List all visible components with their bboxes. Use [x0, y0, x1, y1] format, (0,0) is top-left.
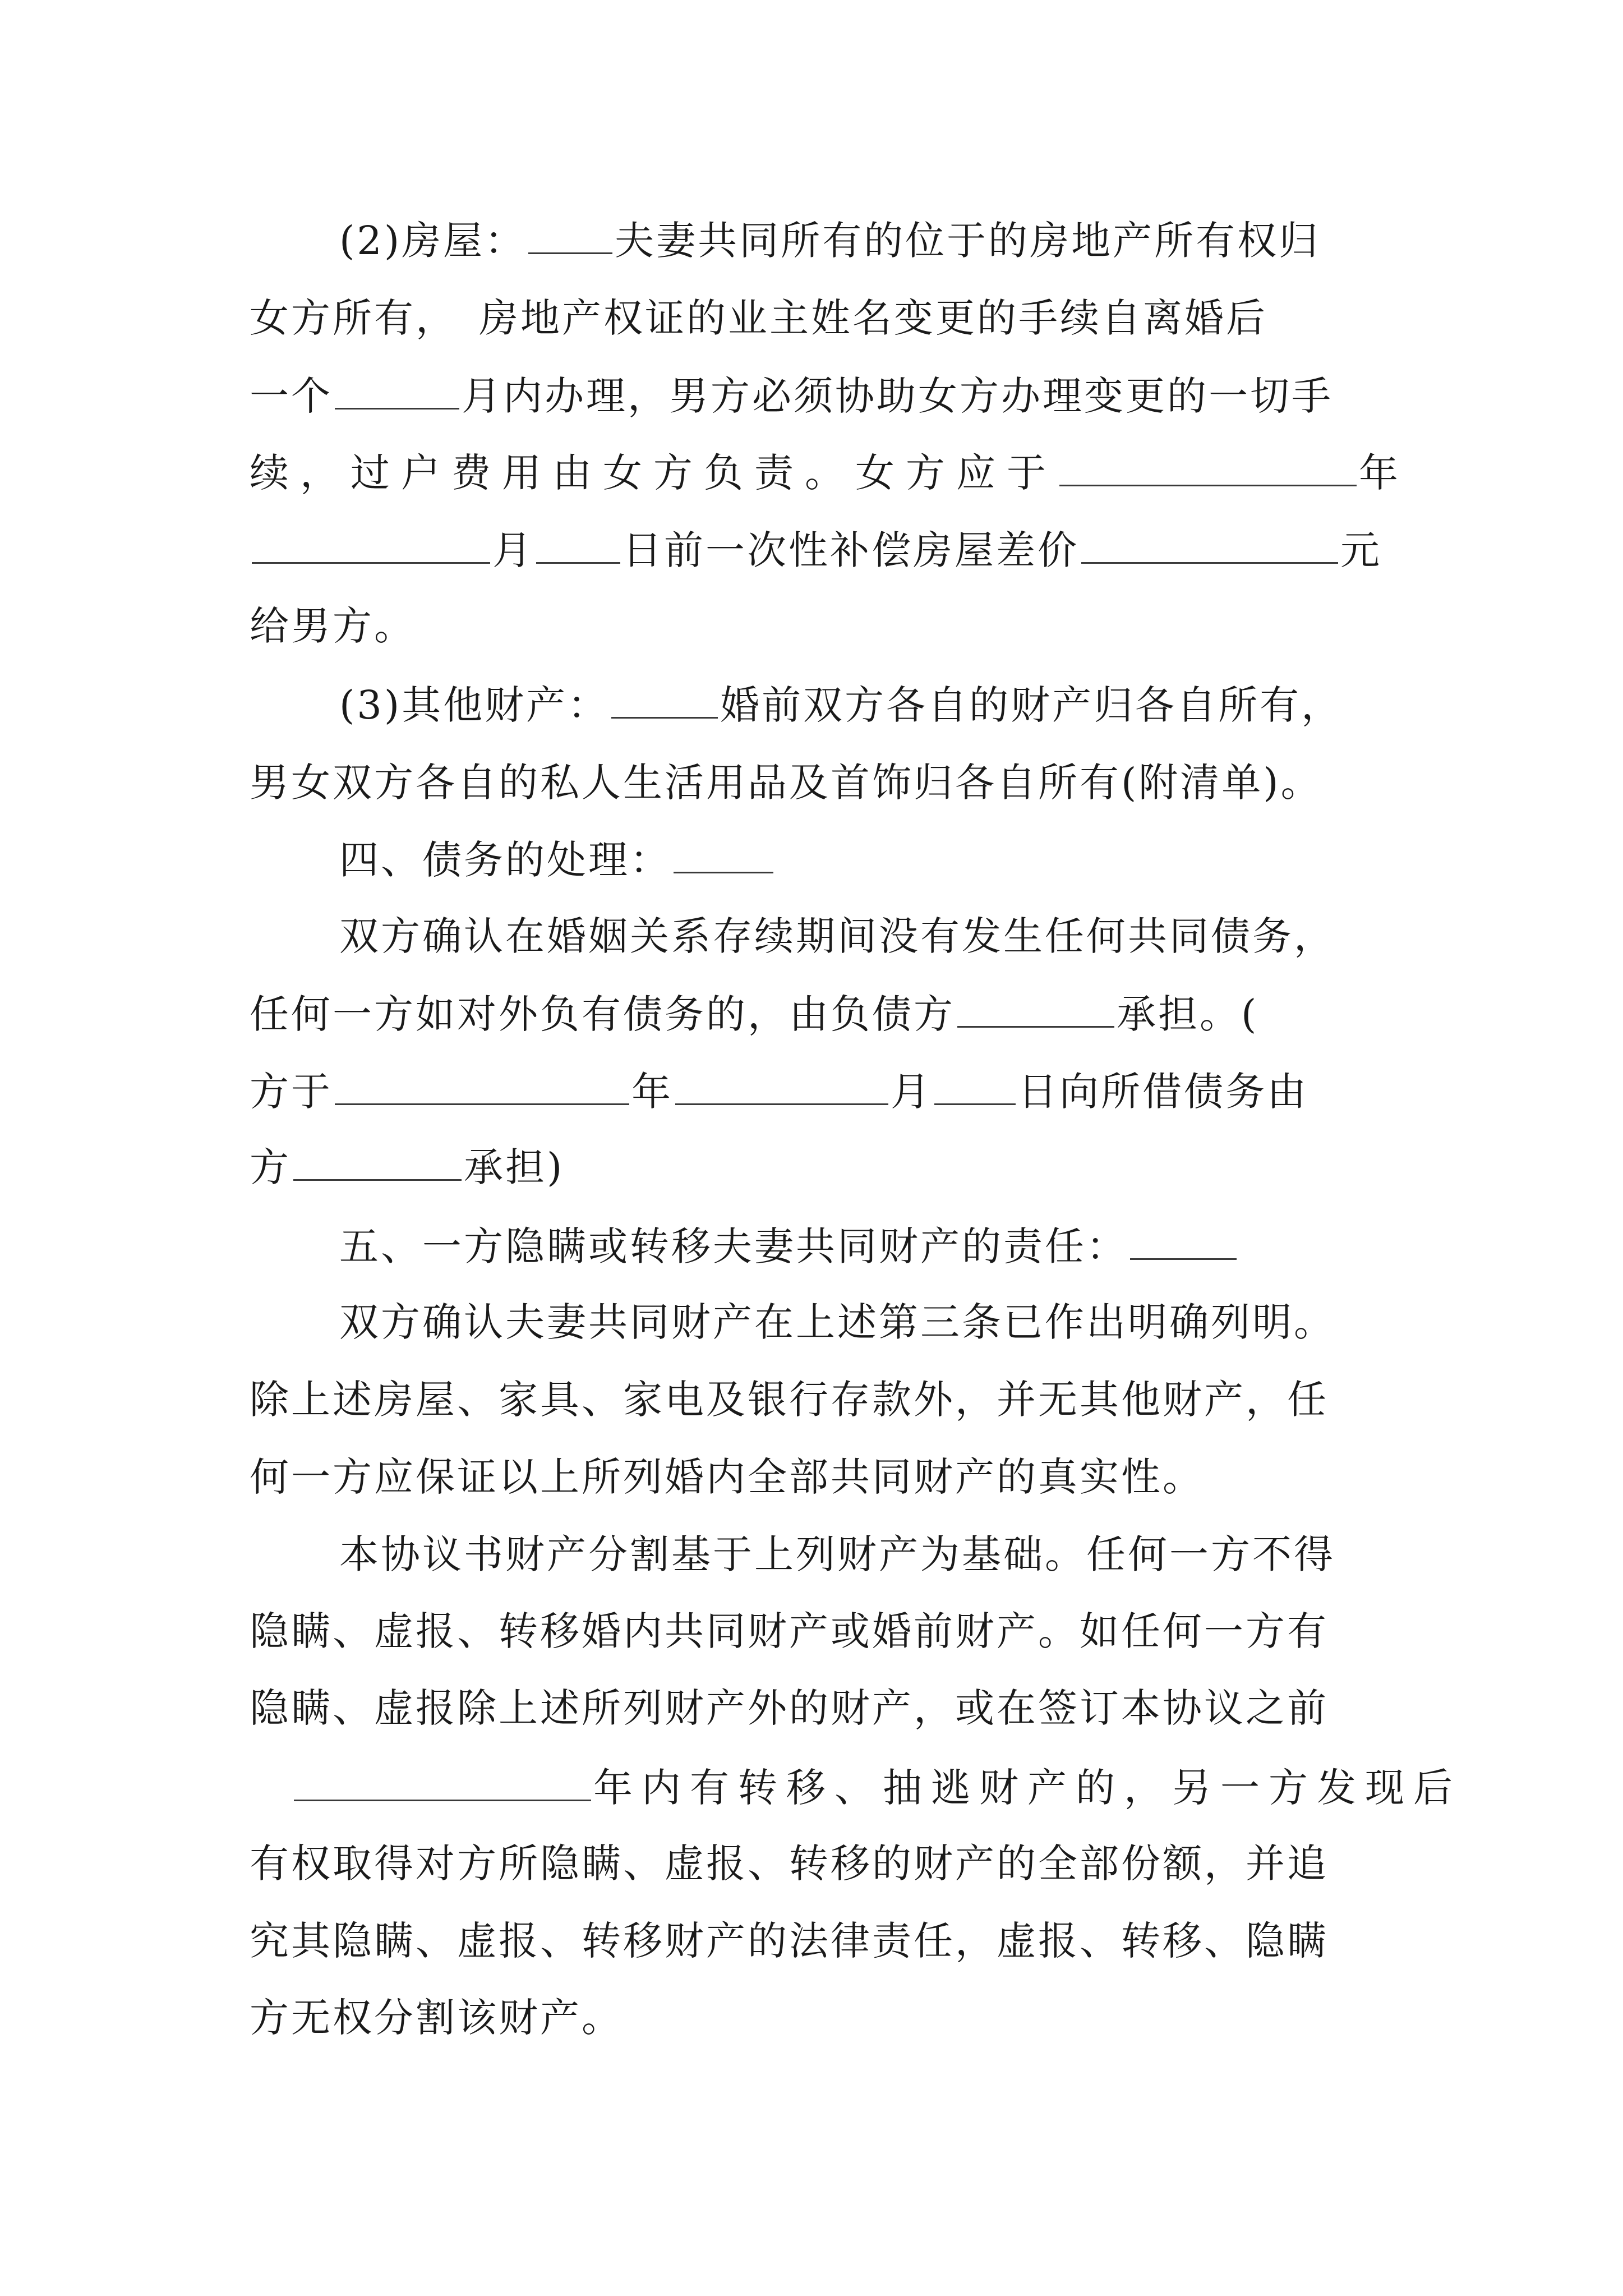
- text-span: 四、债务的处理：: [339, 837, 671, 883]
- text-line: [250, 991, 1259, 1037]
- blank-field[interactable]: [674, 839, 773, 873]
- text-line: 双方确认在婚姻关系存续期间没有发生任何共同债务，: [339, 913, 1335, 959]
- section-heading-concealment: [339, 1223, 1239, 1269]
- blank-field[interactable]: [675, 1071, 888, 1105]
- blank-field[interactable]: [934, 1071, 1016, 1105]
- blank-field[interactable]: [252, 530, 490, 564]
- text-span: 方: [250, 1144, 291, 1190]
- text-line: [292, 1765, 1461, 1811]
- text-line: 有权取得对方所隐瞒、虚报、转移的财产的全部份额，并追: [250, 1841, 1329, 1887]
- text-line: 究其隐瞒、虚报、转移财产的法律责任，虚报、转移、隐瞒: [250, 1918, 1329, 1964]
- text-span: 五、一方隐瞒或转移夫妻共同财产的责任：: [339, 1223, 1128, 1269]
- text-line: [250, 450, 1409, 496]
- text-span: 月内办理，男方必须协助女方办理变更的一切手: [462, 373, 1333, 419]
- text-span: 一个: [250, 373, 333, 419]
- text-line: 隐瞒、虚报除上述所列财产外的财产，或在签订本协议之前: [250, 1685, 1329, 1731]
- blank-field[interactable]: [335, 1071, 629, 1105]
- house-clause-label: (2)房屋：: [339, 218, 527, 264]
- blank-field[interactable]: [1081, 530, 1338, 564]
- blank-field[interactable]: [1130, 1226, 1237, 1260]
- text-span: 续，过户费用由女方负责。女方应于: [250, 450, 1057, 496]
- text-span: 方于: [250, 1069, 333, 1115]
- text-line: [250, 527, 1382, 573]
- blank-field[interactable]: [1059, 452, 1357, 486]
- text-line: 除上述房屋、家具、家电及银行存款外，并无其他财产，任: [250, 1377, 1329, 1423]
- text-line: 隐瞒、虚报、转移婚内共同财产或婚前财产。如任何一方有: [250, 1608, 1329, 1654]
- text-span: 任何一方如对外负有债务的，由负债方: [250, 991, 955, 1037]
- text-span: 日向所借债务由: [1018, 1069, 1308, 1115]
- blank-field[interactable]: [293, 1147, 462, 1181]
- text-line: 双方确认夫妻共同财产在上述第三条已作出明确列明。: [339, 1299, 1335, 1345]
- blank-field[interactable]: [528, 220, 612, 254]
- text-span: (3)其他财产：: [339, 682, 610, 728]
- text-line: 给男方。: [250, 603, 416, 649]
- blank-field[interactable]: [957, 993, 1114, 1028]
- text-span: 月: [891, 1069, 932, 1115]
- text-span: 承担。(: [1117, 991, 1259, 1037]
- text-span: 日前一次性补偿房屋差价: [623, 527, 1079, 573]
- text-line: 何一方应保证以上所列婚内全部共同财产的真实性。: [250, 1454, 1204, 1500]
- house-clause-text: 夫妻共同所有的位于的房地产所有权归: [615, 218, 1321, 264]
- text-line: [250, 1069, 1308, 1115]
- text-span: 年内有转移、抽逃财产的，另一方发现后: [593, 1765, 1461, 1811]
- text-span: 元: [1340, 527, 1382, 573]
- text-line: 男女双方各自的私人生活用品及首饰归各自所有(附清单)。: [250, 760, 1322, 806]
- blank-field[interactable]: [536, 530, 620, 564]
- text-line: 女方所有， 房地产权证的业主姓名变更的手续自离婚后: [250, 295, 1267, 341]
- text-line: [250, 1144, 565, 1190]
- text-span: 承担): [464, 1144, 565, 1190]
- text-span: 年: [631, 1069, 673, 1115]
- blank-field[interactable]: [294, 1767, 591, 1801]
- text-line: [250, 373, 1333, 419]
- other-property-line: [339, 682, 1343, 728]
- blank-field[interactable]: [335, 375, 459, 409]
- house-clause-line-1: [339, 218, 1321, 264]
- section-heading-debts: [339, 837, 776, 883]
- text-line: 本协议书财产分割基于上列财产为基础。任何一方不得: [339, 1531, 1335, 1577]
- text-span: 年: [1359, 450, 1409, 496]
- text-line: 方无权分割该财产。: [250, 1995, 623, 2041]
- blank-field[interactable]: [611, 684, 718, 719]
- text-span: 婚前双方各自的财产归各自所有，: [720, 682, 1343, 728]
- text-span: 月: [492, 527, 534, 573]
